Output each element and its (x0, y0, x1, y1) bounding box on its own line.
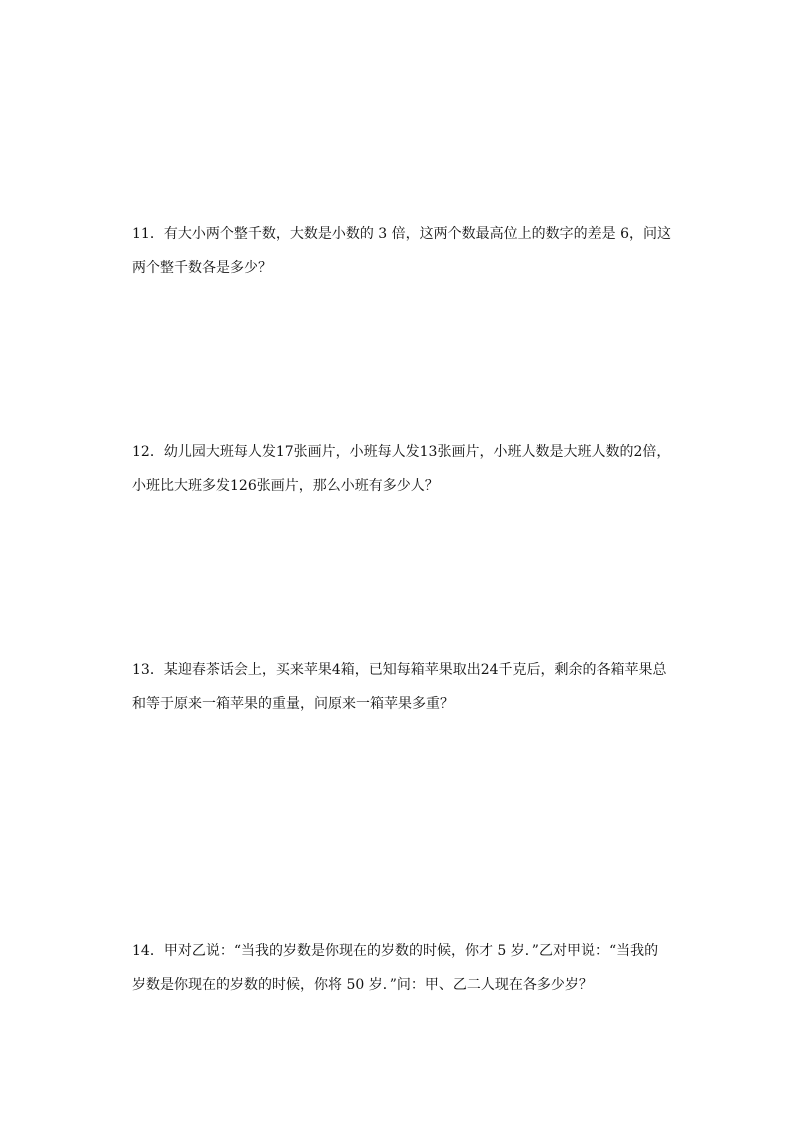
question-text: 小班比大班多发126张画片，那么小班有多少人？ (132, 478, 439, 494)
question-14 (132, 934, 682, 1002)
question-text: 和等于原来一箱苹果的重量，问原来一箱苹果多重？ (132, 696, 454, 712)
question-text: 甲对乙说：“当我的岁数是你现在的岁数的时候，你才 5 岁．”乙对甲说：“当我的 (163, 943, 659, 959)
question-number: 14． (132, 943, 164, 959)
question-line (132, 217, 682, 251)
question-12 (132, 435, 682, 503)
question-line (132, 435, 682, 469)
question-number: 12． (132, 444, 164, 460)
question-line (132, 934, 682, 968)
question-line (132, 653, 682, 687)
question-text: 有大小两个整千数，大数是小数的 3 倍，这两个数最高位上的数字的差是 6，问这 (163, 226, 671, 242)
question-number: 13． (132, 662, 164, 678)
question-11 (132, 217, 682, 285)
question-text: 两个整千数各是多少？ (132, 260, 272, 276)
question-13 (132, 653, 682, 721)
question-text: 某迎春茶话会上，买来苹果4箱，已知每箱苹果取出24千克后，剩余的各箱苹果总 (163, 662, 667, 678)
question-text: 幼儿园大班每人发17张画片，小班每人发13张画片，小班人数是大班人数的2倍， (163, 444, 671, 460)
question-text: 岁数是你现在的岁数的时候，你将 50 岁．”问：甲、乙二人现在各多少岁？ (132, 977, 593, 993)
question-number: 11． (132, 226, 164, 242)
